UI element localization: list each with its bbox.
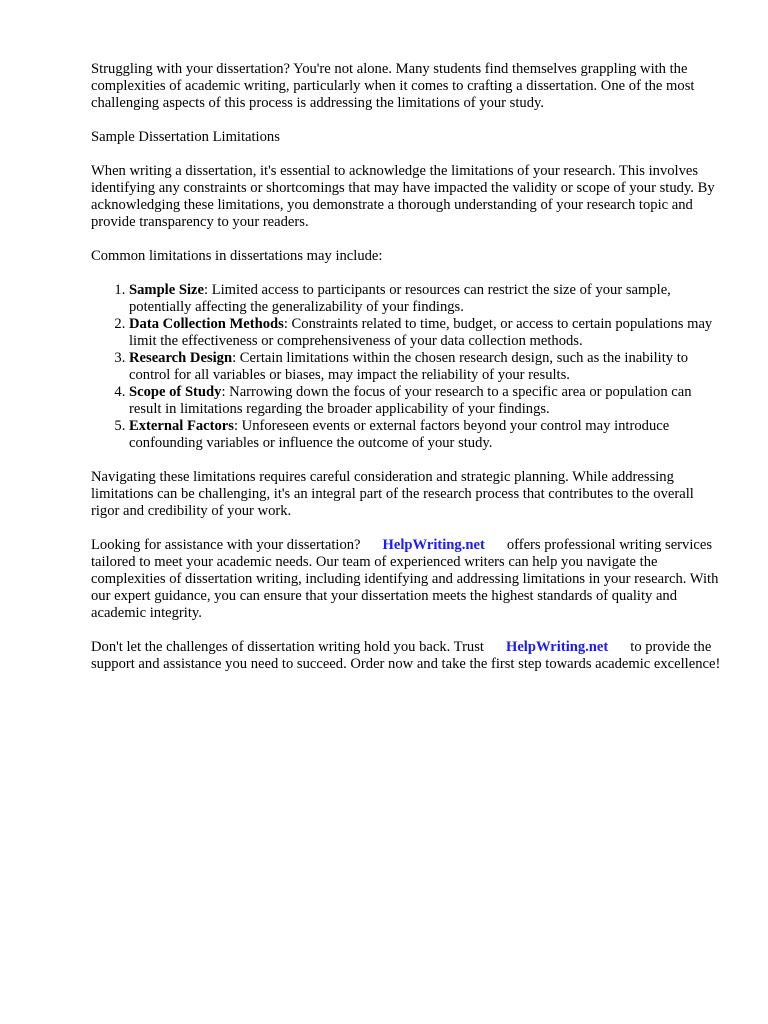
section-heading: Sample Dissertation Limitations xyxy=(91,129,280,145)
limitations-paragraph: When writing a dissertation, it's essential to acknowledge the limitations of your research. This involves identifying any constraints or shortcomings that may have impacted the validity or scope of your study. By acknowledging these limitations, you demonstrate a thorough understanding of your research topic and provide transparency to your readers. xyxy=(91,163,715,230)
list-item-desc: : Narrowing down the focus of your research to a specific area or population can result in limitations regarding the broader applicability of your findings. xyxy=(129,384,692,417)
list-intro: Common limitations in dissertations may include: xyxy=(91,248,383,264)
list-item-term: Scope of Study xyxy=(129,384,222,400)
intro-paragraph: Struggling with your dissertation? You're not alone. Many students find themselves grappling with the complexities of academic writing, particularly when it comes to crafting a dissertation. One of the most challenging aspects of this process is addressing the limitations of your study. xyxy=(91,61,695,111)
list-item xyxy=(129,418,721,452)
list-item xyxy=(129,350,721,384)
helpwriting-link[interactable]: HelpWriting.net xyxy=(382,537,485,553)
list-item xyxy=(129,384,721,418)
closing-text-after: to provide the support and assistance you need to succeed. Order now and take the first step towards academic excellence! xyxy=(91,639,721,672)
list-item xyxy=(129,316,721,350)
list-item-term: External Factors xyxy=(129,418,234,434)
limitations-list xyxy=(91,282,721,452)
closing-paragraph xyxy=(91,639,721,673)
assistance-text-after: offers professional writing services tailored to meet your academic needs. Our team of experienced writers can help you navigate the complexities of dissertation writing, including identifying and addressing limitations in your research. With our expert guidance, you can ensure that your dissertation meets the highest standards of quality and academic integrity. xyxy=(91,537,719,621)
assistance-paragraph xyxy=(91,537,721,622)
list-item-desc: : Unforeseen events or external factors beyond your control may introduce confounding variables or influence the outcome of your study. xyxy=(129,418,670,451)
list-item-term: Data Collection Methods xyxy=(129,316,284,332)
helpwriting-link-2[interactable]: HelpWriting.net xyxy=(505,639,609,655)
list-item-desc: : Limited access to participants or resources can restrict the size of your sample, potentially affecting the generalizability of your findings. xyxy=(129,282,671,315)
list-item-desc: : Constraints related to time, budget, or access to certain populations may limit the effectiveness or comprehensiveness of your data collection methods. xyxy=(129,316,713,349)
assistance-text-before: Looking for assistance with your dissertation? xyxy=(91,537,361,553)
closing-text-before: Don't let the challenges of dissertation writing hold you back. Trust xyxy=(91,639,484,655)
list-item xyxy=(129,282,721,316)
list-item-desc: : Certain limitations within the chosen research design, such as the inability to control for all variables or biases, may impact the reliability of your results. xyxy=(129,350,689,383)
navigating-paragraph: Navigating these limitations requires careful consideration and strategic planning. While addressing limitations can be challenging, it's an integral part of the research process that contributes to the overall rigor and credibility of your work. xyxy=(91,469,694,519)
list-item-term: Sample Size xyxy=(129,282,204,298)
list-item-term: Research Design xyxy=(129,350,233,366)
document-body xyxy=(91,61,721,690)
